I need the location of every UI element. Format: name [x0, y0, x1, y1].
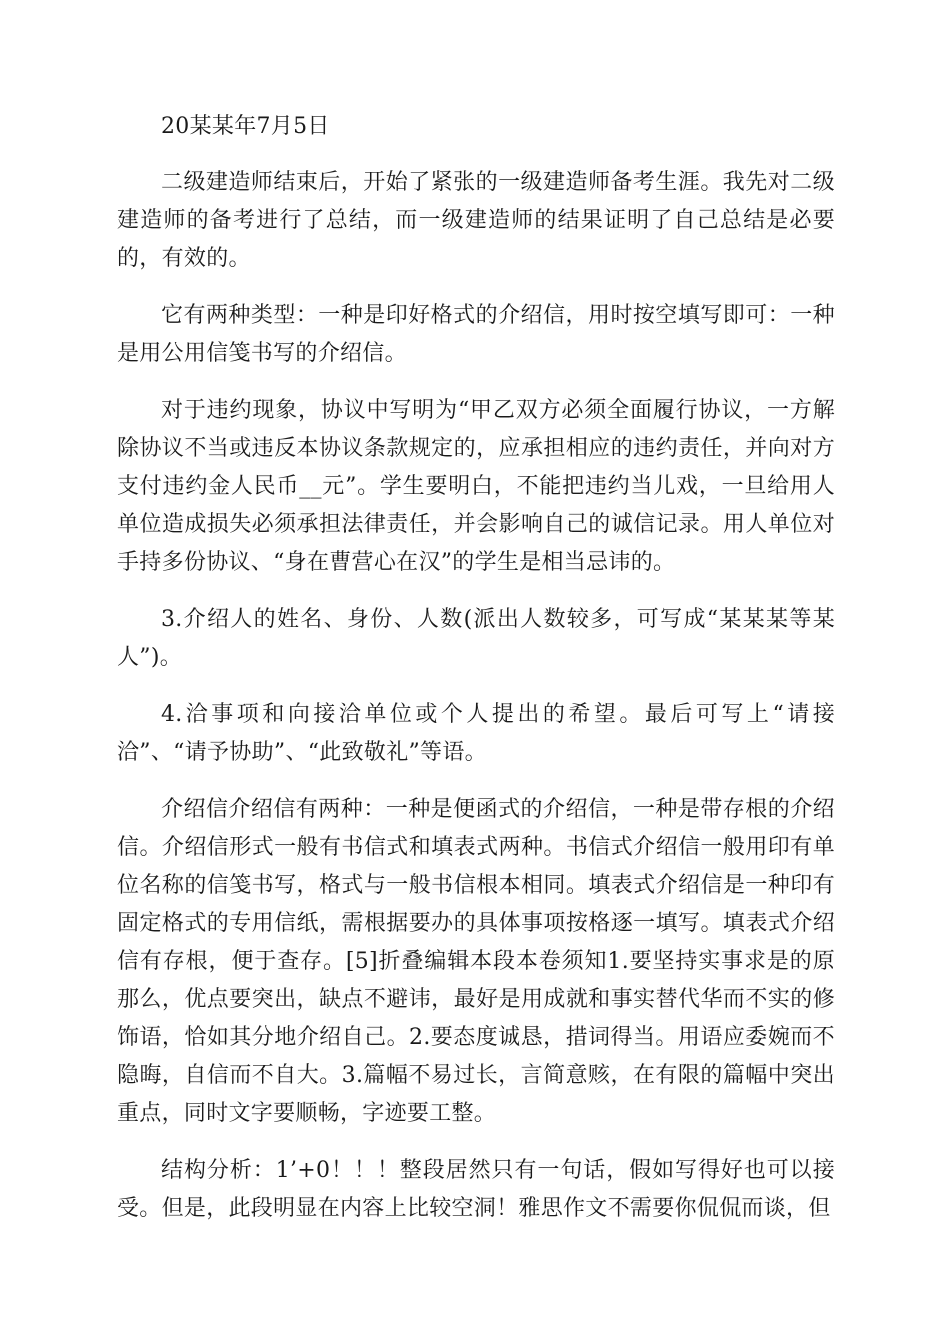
paragraph-exam-summary: 二级建造师结束后，开始了紧张的一级建造师备考生涯。我先对二级建造师的备考进行了总结，而一级建造师的结果证明了自己总结是必要的，有效的。 — [117, 170, 835, 271]
document-page — [117, 108, 835, 1247]
paragraph-introduction-letter: 介绍信介绍信有两种：一种是便函式的介绍信，一种是带存根的介绍信。介绍信形式一般有书信式和填表式两种。书信式介绍信一般用印有单位名称的信笺书写，格式与一般书信根本相同。填表式介绍信是一种印有固定格式的专用信纸，需根据要办的具体事项按格逐一填写。填表式介绍信有存根，便于查存。[5]折叠编辑本段本卷须知1.要坚持实事求是的原那么，优点要突出，缺点不避讳，最好是用成就和事实替代华而不实的修饰语，恰如其分地介绍自己。2.要态度诚恳，措词得当。用语应委婉而不隐晦，自信而不自大。3.篇幅不易过长，言简意赅，在有限的篇幅中突出重点，同时文字要顺畅，字迹要工整。 — [117, 797, 835, 1126]
paragraph-letter-types: 它有两种类型：一种是印好格式的介绍信，用时按空填写即可：一种是用公用信笺书写的介绍信。 — [117, 303, 835, 366]
date-line: 20某某年7月5日 — [161, 114, 330, 139]
paragraph-breach-of-contract: 对于违约现象，协议中写明为“甲乙双方必须全面履行协议，一方解除协议不当或违反本协议条款规定的，应承担相应的违约责任，并向对方支付违约金人民币__元”。学生要明白，不能把违约当儿戏，一旦给用人单位造成损失必须承担法律责任，并会影响自己的诚信记录。用人单位对手持多份协议、“身在曹营心在汉”的学生是相当忌讳的。 — [117, 398, 835, 575]
paragraph-item-3: 3.介绍人的姓名、身份、人数(派出人数较多，可写成“某某某等某人”)。 — [117, 607, 835, 670]
paragraph-structure-analysis: 结构分析：1’+0！！！整段居然只有一句话，假如写得好也可以接受。但是，此段明显在内容上比较空洞！雅思作文不需要你侃侃而谈，但 — [117, 1158, 835, 1221]
paragraph-item-4: 4.洽事项和向接洽单位或个人提出的希望。最后可写上“请接洽”、“请予协助”、“此致敬礼”等语。 — [117, 702, 835, 765]
